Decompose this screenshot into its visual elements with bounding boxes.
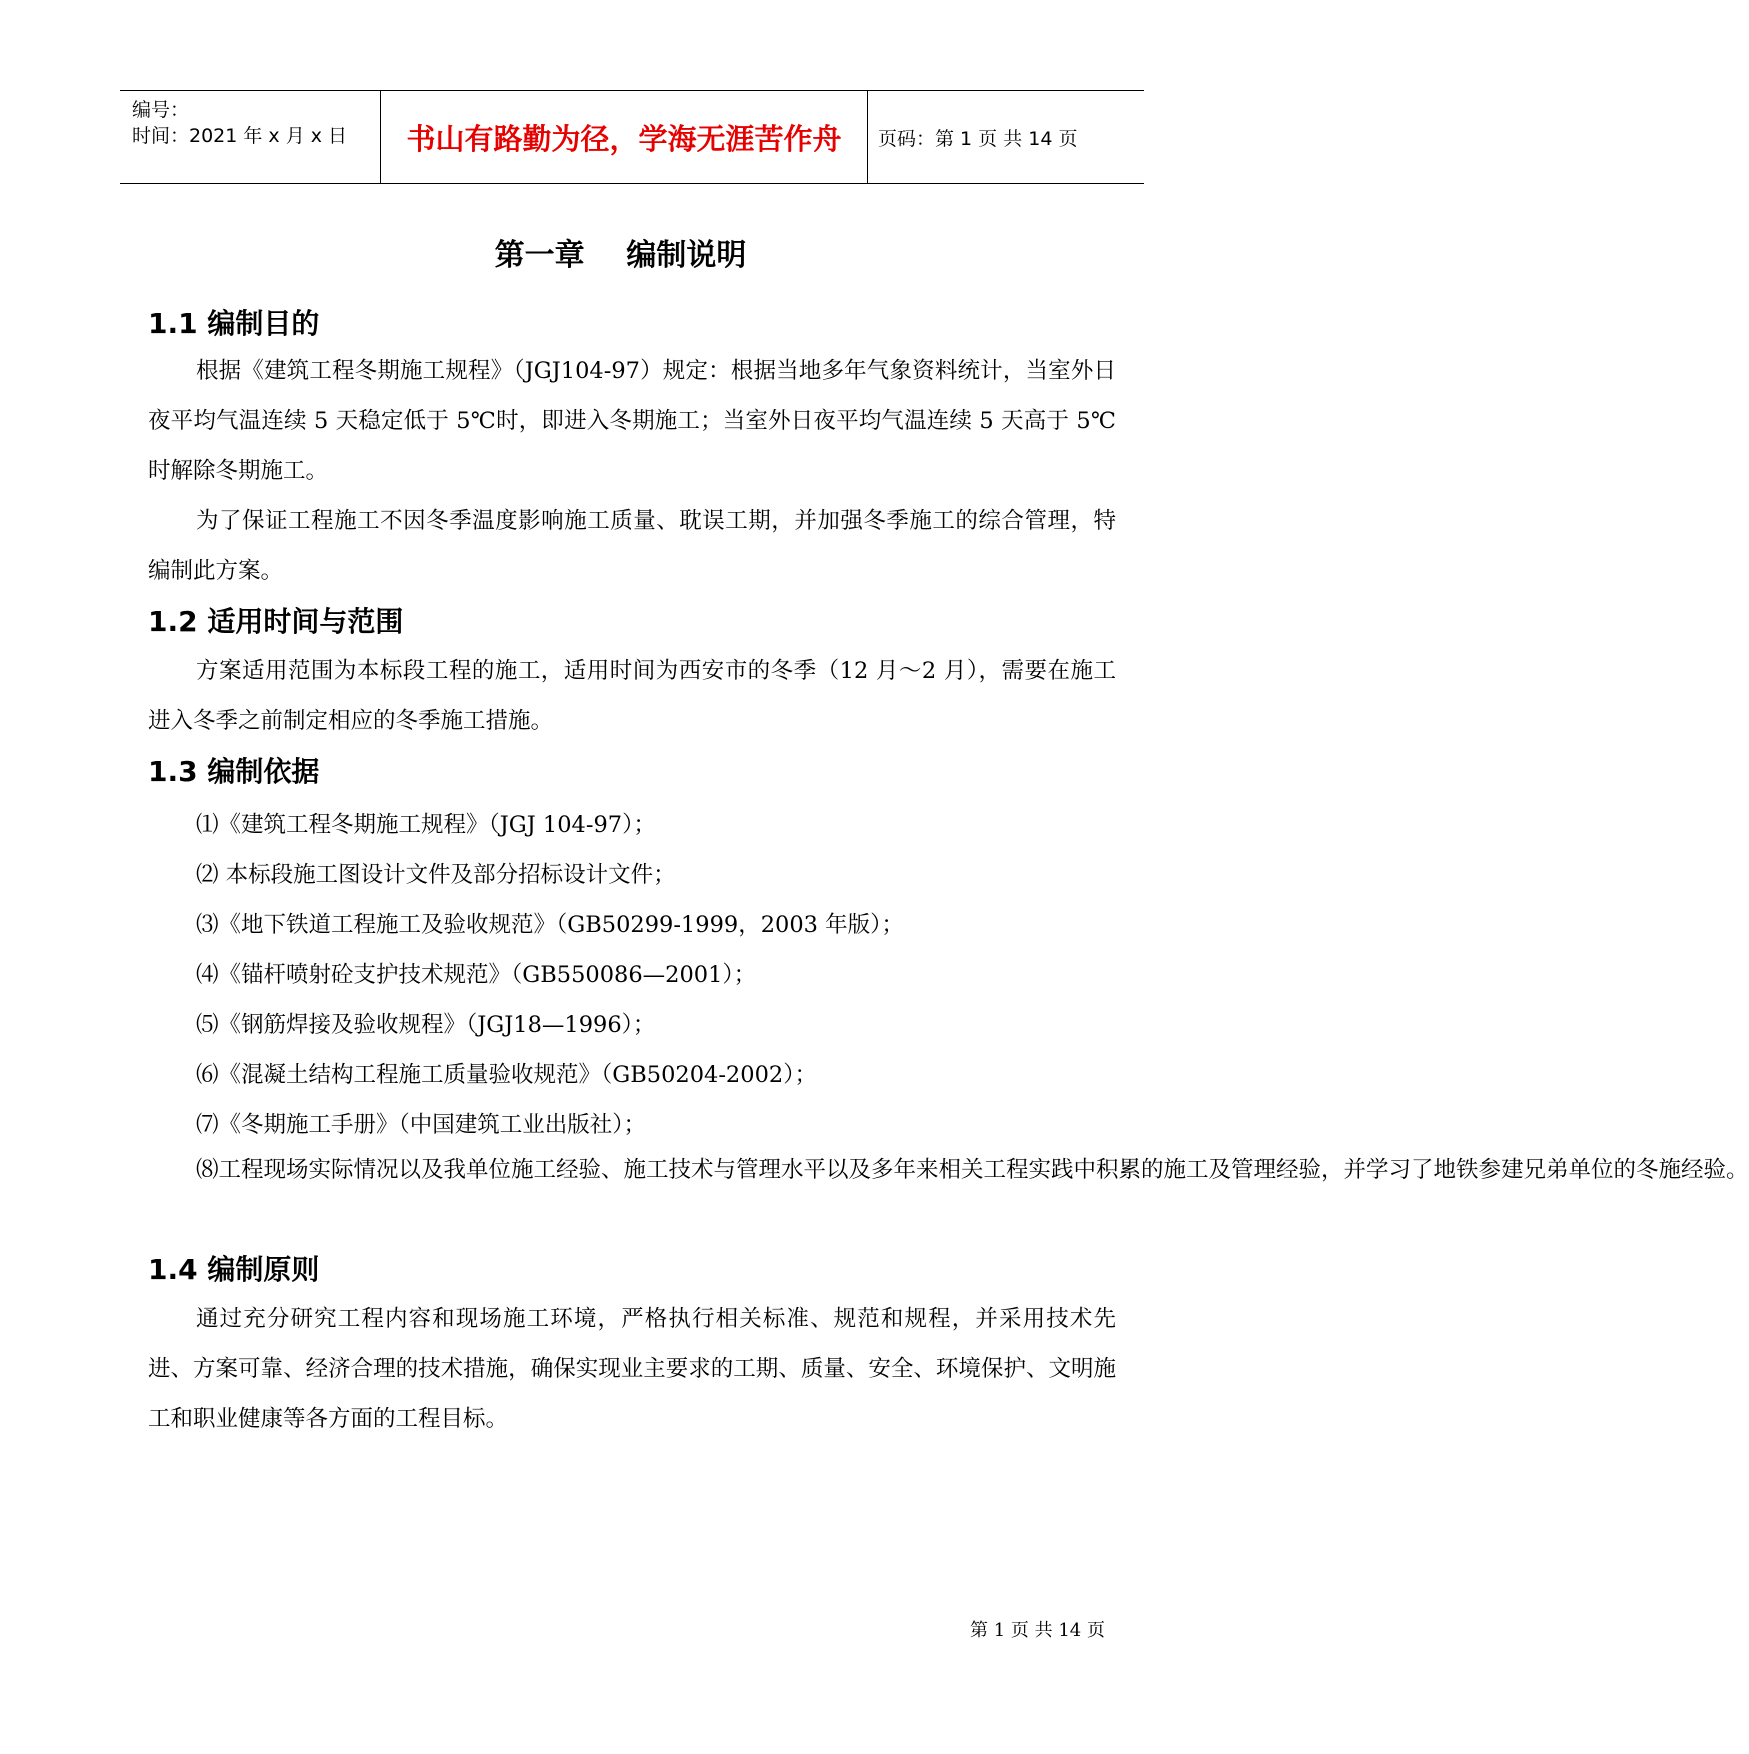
list-item: ⑵ 本标段施工图设计文件及部分招标设计文件； [196,862,676,888]
header-motto-cell [380,91,868,183]
list-item: ⑶《地下铁道工程施工及验收规范》（GB50299-1999，2003 年版）； [196,912,904,938]
list-item: ⑴《建筑工程冬期施工规程》（JGJ 104-97）； [196,812,656,838]
header-left-cell [120,91,380,183]
header-table [120,90,1144,184]
paragraph: 为了保证工程施工不因冬季温度影响施工质量、耽误工期，并加强冬季施工的综合管理，特编制此方案。 [148,508,1116,584]
header-page-cell [868,91,1144,183]
list-item: ⑹《混凝土结构工程施工质量验收规范》（GB50204-2002）； [196,1062,817,1088]
page-footer: 第 1 页 共 14 页 [970,1620,1105,1641]
section-heading-1-4: 1.4 编制原则 [148,1253,320,1286]
chapter-title: 第一章 编制说明 [494,238,747,273]
section-heading-1-1: 1.1 编制目的 [148,307,320,340]
paragraph: 方案适用范围为本标段工程的施工，适用时间为西安市的冬季（12 月～2 月），需要在施工进入冬季之前制定相应的冬季施工措施。 [148,658,1116,734]
section-heading-1-2: 1.2 适用时间与范围 [148,605,404,638]
number-label: 编号： [132,99,190,121]
list-item: ⑻工程现场实际情况以及我单位施工经验、施工技术与管理水平以及多年来相关工程实践中积累的施工及管理经验，并学习了地铁参建兄弟单位的冬施经验。 [196,1157,1749,1183]
list-item: ⑺《冬期施工手册》（中国建筑工业出版社）； [196,1112,647,1138]
paragraph: 通过充分研究工程内容和现场施工环境，严格执行相关标准、规范和规程，并采用技术先进、方案可靠、经济合理的技术措施，确保实现业主要求的工期、质量、安全、环境保护、文明施工和职业健康等各方面的工程目标。 [148,1306,1116,1432]
list-item: ⑸《钢筋焊接及验收规程》（JGJ18—1996）； [196,1012,656,1038]
motto: 书山有路勤为径，学海无涯苦作舟 [406,121,842,156]
paragraph: 根据《建筑工程冬期施工规程》（JGJ104-97）规定：根据当地多年气象资料统计，当室外日夜平均气温连续 5 天稳定低于 5℃时，即进入冬期施工；当室外日夜平均气温连续 5 天高于 5℃时解除冬期施工。 [148,358,1116,484]
section-heading-1-3: 1.3 编制依据 [148,755,320,788]
list-item: ⑷《锚杆喷射砼支护技术规范》（GB550086—2001）； [196,962,757,988]
header-page-label: 页码：第 1 页 共 14 页 [878,127,1078,150]
time-label: 时间：2021 年 x 月 x 日 [132,125,348,147]
